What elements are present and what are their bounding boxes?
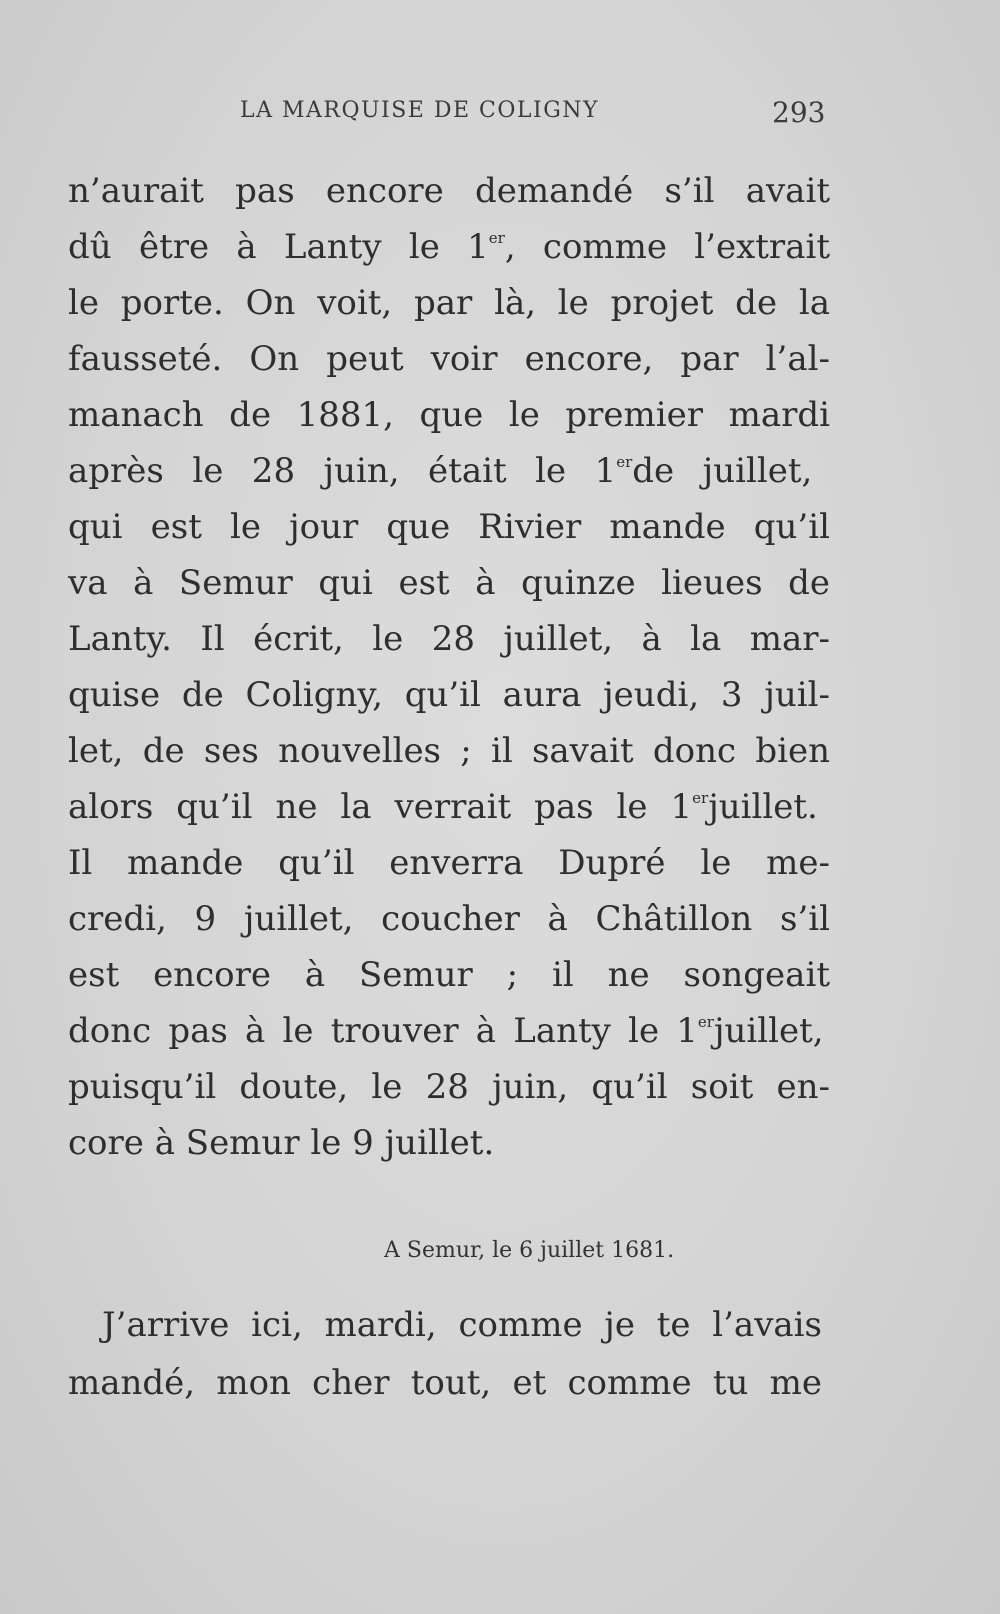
text-line-content: let, de ses nouvelles ; il savait donc bien <box>68 731 830 771</box>
text-line <box>68 450 830 506</box>
text-span: , comme l’extrait <box>504 227 830 267</box>
text-line <box>68 394 830 450</box>
text-line <box>68 562 830 618</box>
text-line-content: credi, 9 juillet, coucher à Châtillon s’il <box>68 899 830 939</box>
text-line-content: fausseté. On peut voir encore, par l’al- <box>68 339 830 379</box>
text-line-content: J’arrive ici, mardi, comme je te l’avais <box>102 1305 822 1345</box>
text-line <box>68 338 830 394</box>
text-line-content: core à Semur le 9 juillet. <box>68 1123 495 1163</box>
text-span: alors qu’il ne la verrait pas le 1 <box>68 787 693 827</box>
text-line-content: manach de 1881, que le premier mardi <box>68 395 830 435</box>
text-line <box>68 170 830 226</box>
text-line-content: quise de Coligny, qu’il aura jeudi, 3 juil- <box>68 675 830 715</box>
text-line <box>68 1362 822 1420</box>
text-line <box>68 730 830 786</box>
text-line <box>68 786 830 842</box>
text-line-content: Il mande qu’il enverra Dupré le me- <box>68 843 830 883</box>
text-span: dû être à Lanty le 1 <box>68 227 489 267</box>
letter-paragraph <box>68 1304 822 1420</box>
body-paragraph <box>68 170 830 1178</box>
text-line <box>68 1066 830 1122</box>
superscript: er <box>692 789 709 807</box>
text-span: juillet, <box>713 1011 824 1051</box>
text-line-content <box>68 786 818 842</box>
superscript: er <box>616 453 633 471</box>
text-line <box>68 842 830 898</box>
text-line-content: le porte. On voit, par là, le projet de la <box>68 283 830 323</box>
text-line <box>68 674 830 730</box>
text-line-content: Lanty. Il écrit, le 28 juillet, à la mar- <box>68 619 830 659</box>
letter-dateline: A Semur, le 6 juillet 1681. <box>384 1238 675 1263</box>
text-line <box>68 1122 830 1178</box>
page-number: 293 <box>772 96 826 129</box>
text-line <box>68 1010 830 1066</box>
text-span: juillet. <box>708 787 818 827</box>
text-line-content: est encore à Semur ; il ne songeait <box>68 955 830 995</box>
text-line-content: va à Semur qui est à quinze lieues de <box>68 563 830 603</box>
superscript: er <box>697 1013 714 1031</box>
text-line <box>68 1304 822 1362</box>
text-line <box>68 898 830 954</box>
text-line <box>68 618 830 674</box>
text-line-content <box>68 226 830 282</box>
superscript: er <box>488 229 505 247</box>
text-span: de juillet, <box>632 451 813 491</box>
text-span: donc pas à le trouver à Lanty le 1 <box>68 1011 698 1051</box>
text-line-content: qui est le jour que Rivier mande qu’il <box>68 507 830 547</box>
text-line <box>68 282 830 338</box>
text-span: après le 28 juin, était le 1 <box>68 451 617 491</box>
text-line <box>68 226 830 282</box>
text-line <box>68 954 830 1010</box>
running-title: LA MARQUISE DE COLIGNY <box>240 98 600 123</box>
text-line-content: mandé, mon cher tout, et comme tu me <box>68 1363 822 1403</box>
text-line <box>68 506 830 562</box>
text-line-content <box>68 450 812 506</box>
text-line-content: n’aurait pas encore demandé s’il avait <box>68 171 830 211</box>
text-line-content <box>68 1010 824 1066</box>
text-line-content: puisqu’il doute, le 28 juin, qu’il soit en- <box>68 1067 830 1107</box>
